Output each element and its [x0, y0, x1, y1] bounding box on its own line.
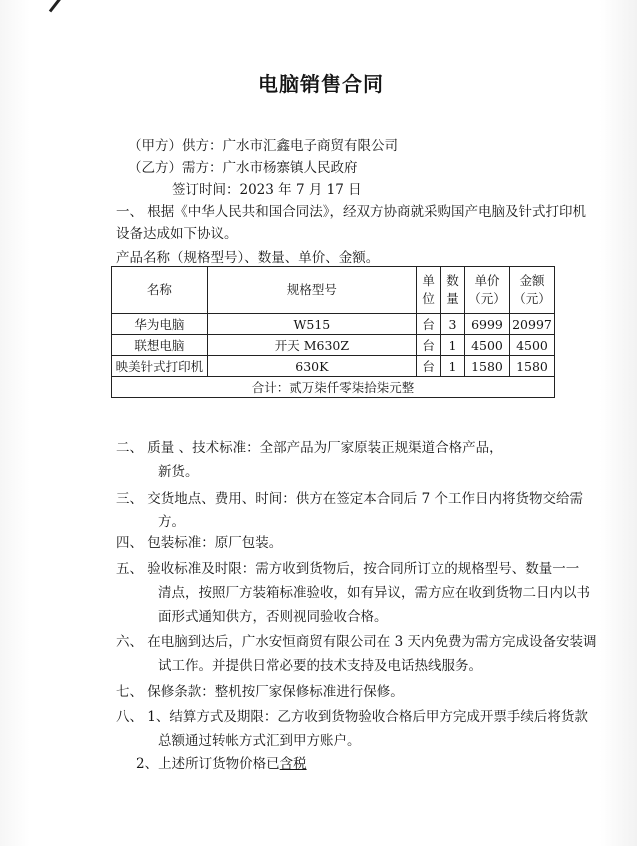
header-unit: [417, 267, 441, 314]
row-qty: 3: [441, 314, 465, 335]
row-model: 630K: [207, 356, 416, 377]
row-amount: 4500: [509, 335, 554, 356]
party-b-line: （乙方）需方：广水市杨寨镇人民政府: [128, 160, 358, 176]
sign-date: 签订时间：2023 年 7 月 17 日: [172, 182, 362, 198]
clause-3-line-1: 三、 交货地点、费用、时间：供方在签定本合同后 7 个工作日内将货物交给需: [116, 491, 583, 507]
row-amount: 20997: [509, 314, 554, 335]
clause-6-line-1: 六、 在电脑到达后，广水安恒商贸有限公司在 3 天内免费为需方完成设备安装调: [116, 634, 597, 650]
header-qty-text: 数 量: [446, 273, 459, 306]
header-price: [465, 267, 510, 314]
row-price: 6999: [465, 314, 510, 335]
row-amount: 1580: [509, 356, 554, 377]
total-amount: 合计：贰万柒仟零柒拾柒元整: [112, 377, 555, 398]
header-amount: [509, 267, 554, 314]
row-name: 映美针式打印机: [112, 356, 208, 377]
header-qty: [441, 267, 465, 314]
clause-1-line-2: 设备达成如下协议。: [116, 226, 238, 242]
clause-4: 四、 包装标准：原厂包装。: [116, 535, 283, 551]
clause-6-line-2: 试工作。并提供日常必要的技术支持及电话热线服务。: [158, 658, 482, 674]
table-row: [112, 335, 555, 356]
clause-5-line-2: 清点，按照厂方装箱标准验收，如有异议，需方应在收到货物二日内以书: [158, 585, 590, 601]
header-name: 名称: [112, 267, 208, 314]
clause-3-line-2: 方。: [158, 514, 185, 530]
tax-included-text: 含税: [279, 756, 307, 772]
clause-8-line-2: 总额通过转帐方式汇到甲方账户。: [158, 733, 361, 749]
clause-8-line-1: 八、 1、结算方式及期限：乙方收到货物验收合格后甲方完成开票手续后将货款: [116, 709, 588, 725]
header-amount-text: 金额 （元）: [513, 273, 551, 306]
clause-5-line-3: 面形式通知供方，否则视同验收合格。: [158, 609, 388, 625]
row-model: W515: [207, 314, 416, 335]
row-name: 华为电脑: [112, 314, 208, 335]
table-header-row: [112, 267, 555, 314]
clause-5-line-1: 五、 验收标准及时限：需方收到货物后，按合同所订立的规格型号、数量一一: [116, 561, 580, 577]
clause-2-line-2: 新货。: [158, 464, 199, 480]
row-price: 4500: [465, 335, 510, 356]
contract-title: 电脑销售合同: [258, 72, 384, 96]
header-model: 规格型号: [207, 267, 416, 314]
clause-8-item-2: [136, 752, 307, 772]
table-row: [112, 314, 555, 335]
header-unit-text: 单 位: [422, 273, 435, 306]
table-row: [112, 356, 555, 377]
row-unit: 台: [417, 356, 441, 377]
row-model: 开天 M630Z: [207, 335, 416, 356]
row-qty: 1: [441, 356, 465, 377]
clause-8-item-2-text: 2、上述所订货物价格已: [136, 756, 280, 772]
table-total-row: [112, 377, 555, 398]
clause-7: 七、 保修条款：整机按厂家保修标准进行保修。: [116, 684, 404, 700]
row-price: 1580: [465, 356, 510, 377]
header-price-text: 单价 （元）: [468, 273, 506, 306]
clause-2-line-1: 二、 质量 、技术标准：全部产品为厂家原装正规渠道合格产品，: [116, 440, 503, 456]
row-unit: 台: [417, 314, 441, 335]
products-table: [111, 266, 555, 398]
party-a-line: （甲方）供方：广水市汇鑫电子商贸有限公司: [128, 138, 398, 154]
product-intro: 产品名称（规格型号）、数量、单价、金额。: [116, 250, 380, 266]
row-qty: 1: [441, 335, 465, 356]
row-name: 联想电脑: [112, 335, 208, 356]
row-unit: 台: [417, 335, 441, 356]
clause-1-line-1: 一、 根据《中华人民共和国合同法》，经双方协商就采购国产电脑及针式打印机: [116, 204, 587, 220]
